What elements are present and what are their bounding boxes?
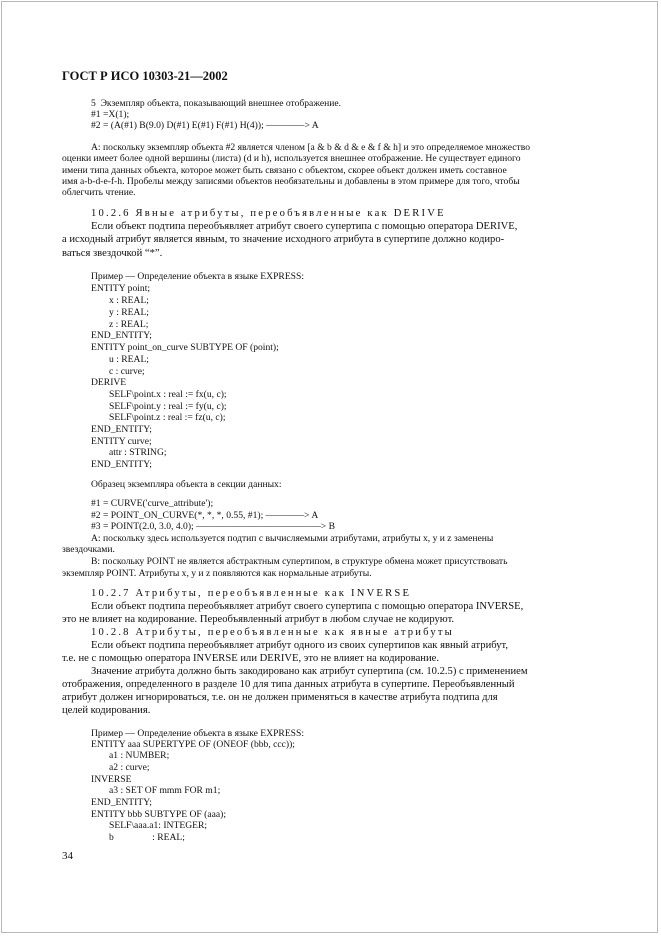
text-line: u : REAL; [109, 354, 149, 365]
text-line: #2 = (A(#1) B(9.0) D(#1) E(#1) F(#1) H(4)); ————> A [91, 120, 319, 131]
text-line: Если объект подтипа переобъявляет атрибут одного из своих супертипов как явный атрибут, [91, 640, 508, 651]
text-line: attr : STRING; [109, 447, 167, 458]
text-line: звездочками. [62, 544, 115, 555]
text-line: a3 : SET OF mmm FOR m1; [109, 785, 221, 796]
text-line: Если объект подтипа переобъявляет атрибут своего супертипа с помощью оператора INVERSE, [91, 601, 524, 612]
text-line: SELF\aaa.a1: INTEGER; [109, 820, 208, 831]
text-line: END_ENTITY; [91, 797, 152, 808]
text-line: А: поскольку здесь используется подтип с вычисляемыми атрибутами, атрибуты x, y и z заменены [91, 533, 494, 544]
text-line: т.е. не с помощью оператора INVERSE или DERIVE, это не влияет на кодирование. [62, 653, 439, 664]
text-line: #1 = CURVE('curve_attribute'); [91, 498, 214, 509]
text-line: Если объект подтипа переобъявляет атрибут своего супертипа с помощью оператора DERIVE, [91, 221, 518, 232]
text-line: оценки имеет более одной вершины (листа) (d и h), используется внешнее отображение. Не существует единого [62, 153, 521, 164]
text-line: Пример — Определение объекта в языке EXPRESS: [91, 271, 305, 282]
text-line: это не влияет на кодирование. Переобъявленный атрибут в любом случае не кодируют. [62, 614, 455, 625]
text-line: имени типа данных объекта, которое может быть связано с объектом, скорее объект должен иметь составное [62, 165, 507, 176]
text-line: b : REAL; [109, 832, 185, 843]
text-line: #1 =X(1); [91, 109, 130, 120]
text-line: END_ENTITY; [91, 424, 152, 435]
text-line: z : REAL; [109, 319, 149, 330]
text-line: А: поскольку экземпляр объекта #2 является членом [a & b & d & e & f & h] и это определяемое множество [91, 142, 531, 153]
text-line: целей кодирования. [62, 705, 151, 716]
text-line: SELF\point.y : real := fy(u, c); [109, 401, 227, 412]
text-line: SELF\point.z : real := fz(u, c); [109, 412, 226, 423]
text-line: a2 : curve; [109, 762, 150, 773]
text-line: ENTITY point; [91, 283, 151, 294]
text-line: отображения, определенного в разделе 10 для типа данных атрибута в супертипе. Переобъявленный [62, 679, 515, 690]
text-line: 5 Экземпляр объекта, показывающий внешнее отображение. [91, 98, 342, 109]
text-line: DERIVE [91, 377, 127, 388]
text-line: атрибут должен игнорироваться, т.е. он не должен применяться в качестве атрибута подтипа для [62, 692, 498, 703]
text-line: #2 = POINT_ON_CURVE(*, *, *, 0.55, #1); ————> A [91, 510, 319, 521]
text-line: #3 = POINT(2.0, 3.0, 4.0); —————————————> B [91, 521, 335, 532]
text-line: имя a-b-d-e-f-h. Пробелы между записями объектов необязательны и добавлены в этом примере для того, чтобы [62, 176, 520, 187]
text-line: y : REAL; [109, 307, 149, 318]
text-line: ENTITY bbb SUBTYPE OF (aaa); [91, 809, 227, 820]
text-line: ENTITY aaa SUPERTYPE OF (ONEOF (bbb, ccc)); [91, 739, 295, 750]
text-line: x : REAL; [109, 295, 149, 306]
text-line: экземпляр POINT. Атрибуты x, y и z появляются как нормальные атрибуты. [62, 568, 372, 579]
text-line: END_ENTITY; [91, 330, 152, 341]
text-line: а исходный атрибут является явным, то значение исходного атрибута в супертипе должно кодиро- [62, 234, 505, 245]
text-line: a1 : NUMBER; [109, 750, 170, 761]
text-line: ваться звездочкой “*”. [62, 248, 163, 259]
text-line: SELF\point.x : real := fx(u, c); [109, 389, 227, 400]
text-line: 10.2.8 Атрибуты, переобъявленные как явные атрибуты [91, 627, 454, 638]
text-line: 10.2.6 Явные атрибуты, переобъявленные как DERIVE [91, 208, 446, 219]
text-line: облегчить чтение. [62, 187, 136, 198]
text-line: c : curve; [109, 366, 145, 377]
text-line: Значение атрибута должно быть закодировано как атрибут супертипа (см. 10.2.5) с применением [91, 666, 528, 677]
document-header: ГОСТ Р ИСО 10303-21—2002 [62, 69, 228, 83]
page-number: 34 [62, 850, 73, 862]
text-line: ENTITY point_on_curve SUBTYPE OF (point); [91, 342, 279, 353]
text-line: Образец экземпляра объекта в секции данных: [91, 479, 282, 490]
text-line: ENTITY curve; [91, 436, 152, 447]
text-line: INVERSE [91, 774, 132, 785]
text-line: 10.2.7 Атрибуты, переобъявленные как INVERSE [91, 588, 412, 599]
text-line: Пример — Определение объекта в языке EXPRESS: [91, 728, 305, 739]
text-line: В: поскольку POINT не является абстрактным супертипом, в структуре обмена может присутствовать [91, 556, 508, 567]
text-line: END_ENTITY; [91, 459, 152, 470]
